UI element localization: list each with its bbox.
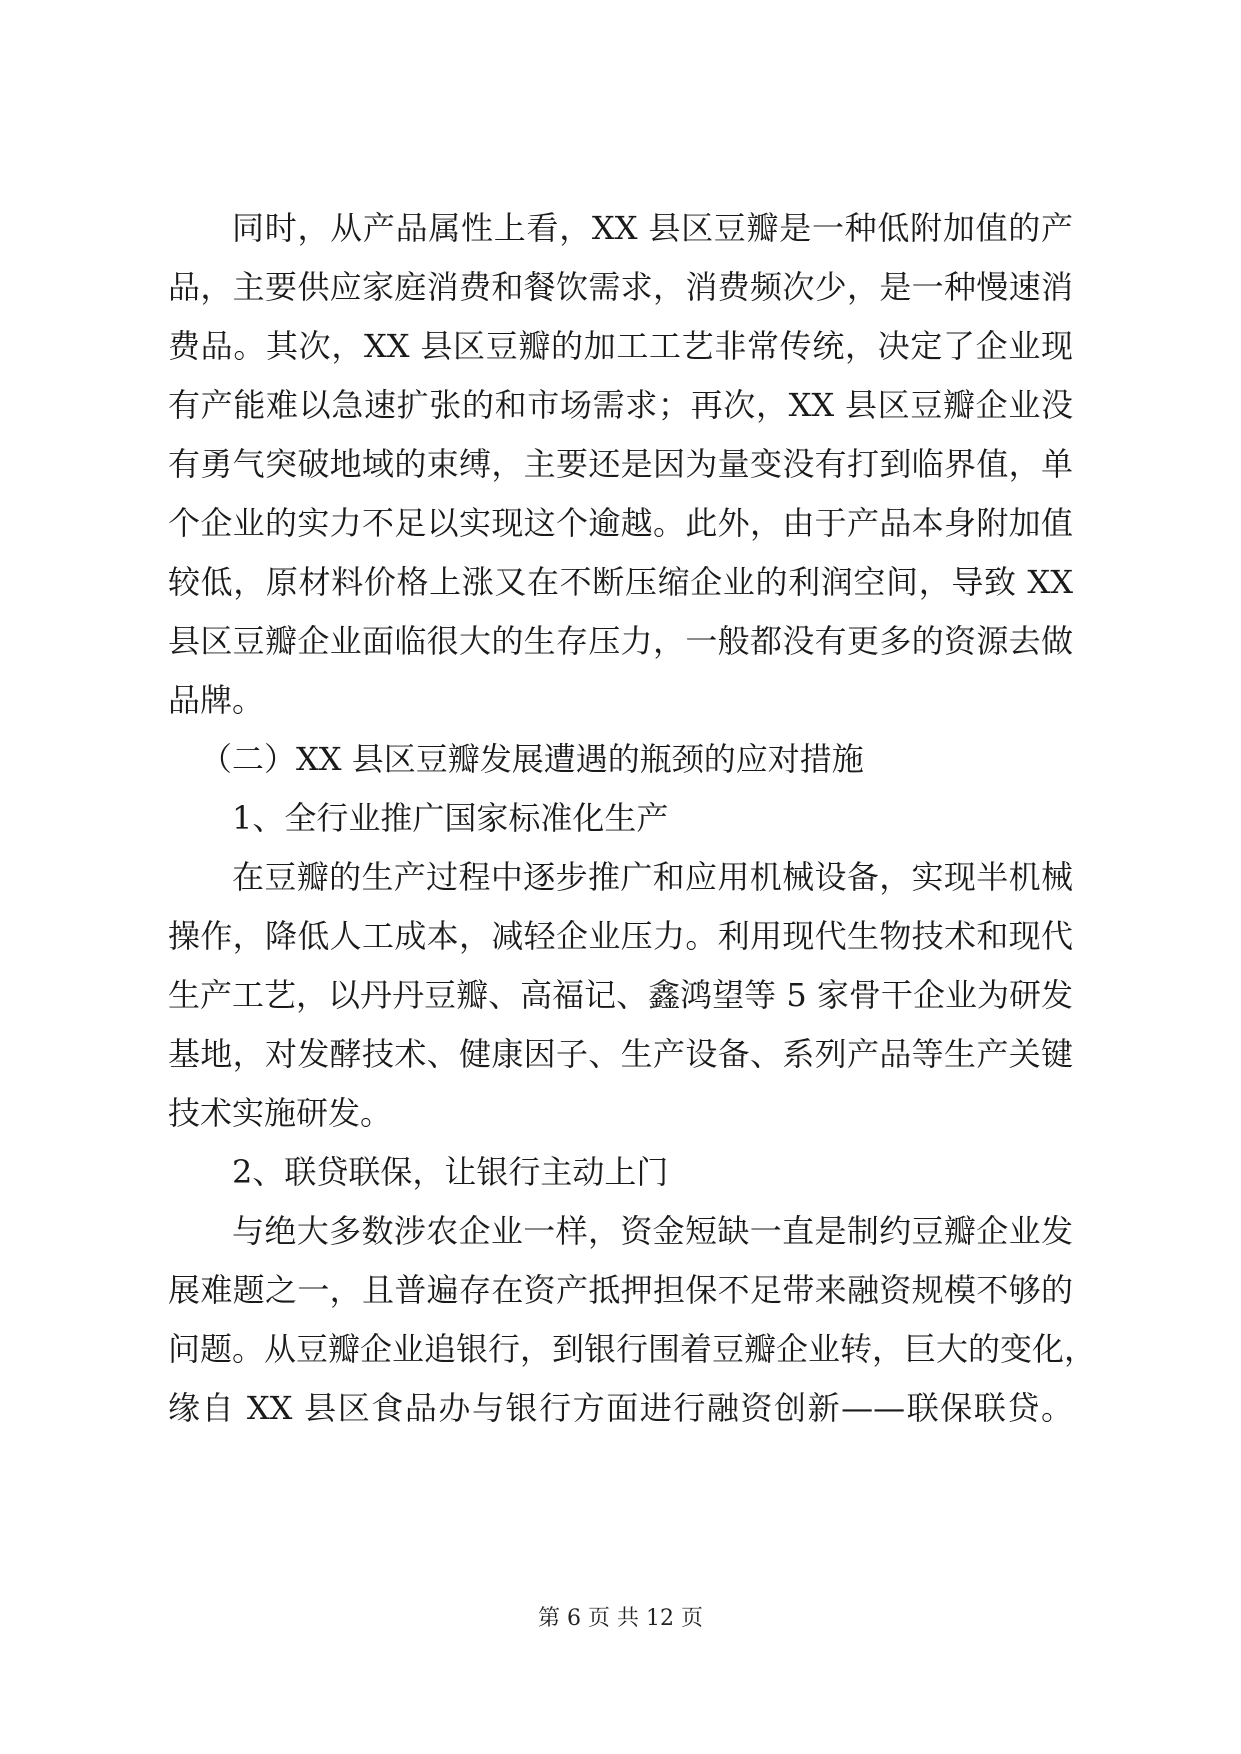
paragraph-line: 在豆瓣的生产过程中逐步推广和应用机械设备，实现半机械 [232, 858, 1073, 896]
item-2-title: 2、联贷联保，让银行主动上门 [232, 1153, 669, 1191]
paragraph-line: 同时，从产品属性上看，XX 县区豆瓣是一种低附加值的产 [232, 209, 1073, 247]
paragraph-line: 问题。从豆瓣企业追银行，到银行围着豆瓣企业转，巨大的变化， [168, 1330, 1097, 1368]
paragraph-line: 费品。其次，XX 县区豆瓣的加工工艺非常传统，决定了企业现 [168, 327, 1073, 365]
paragraph-line: 缘自 XX 县区食品办与银行方面进行融资创新——联保联贷。 [168, 1389, 1073, 1427]
section-heading: （二）XX 县区豆瓣发展遭遇的瓶颈的应对措施 [200, 740, 864, 778]
paragraph-line: 生产工艺，以丹丹豆瓣、高福记、鑫鸿望等 5 家骨干企业为研发 [168, 976, 1073, 1014]
paragraph-line: 有产能难以急速扩张的和市场需求；再次，XX 县区豆瓣企业没 [168, 386, 1073, 424]
paragraph-line: 品牌。 [168, 681, 265, 719]
item-1-title: 1、全行业推广国家标准化生产 [232, 799, 669, 837]
paragraph-line: 县区豆瓣企业面临很大的生存压力，一般都没有更多的资源去做 [168, 622, 1073, 660]
paragraph-line: 技术实施研发。 [168, 1094, 393, 1132]
page-footer: 第 6 页 共 12 页 [538, 1606, 703, 1631]
paragraph-line: 个企业的实力不足以实现这个逾越。此外，由于产品本身附加值 [168, 504, 1073, 542]
paragraph-line: 较低，原材料价格上涨又在不断压缩企业的利润空间，导致 XX [168, 563, 1073, 601]
paragraph-line: 与绝大多数涉农企业一样，资金短缺一直是制约豆瓣企业发 [232, 1212, 1073, 1250]
paragraph-line: 操作，降低人工成本，减轻企业压力。利用现代生物技术和现代 [168, 917, 1073, 955]
paragraph-line: 有勇气突破地域的束缚，主要还是因为量变没有打到临界值，单 [168, 445, 1073, 483]
paragraph-line: 基地，对发酵技术、健康因子、生产设备、系列产品等生产关键 [168, 1035, 1073, 1073]
paragraph-line: 展难题之一，且普遍存在资产抵押担保不足带来融资规模不够的 [168, 1271, 1073, 1309]
paragraph-line: 品，主要供应家庭消费和餐饮需求，消费频次少，是一种慢速消 [168, 268, 1073, 306]
